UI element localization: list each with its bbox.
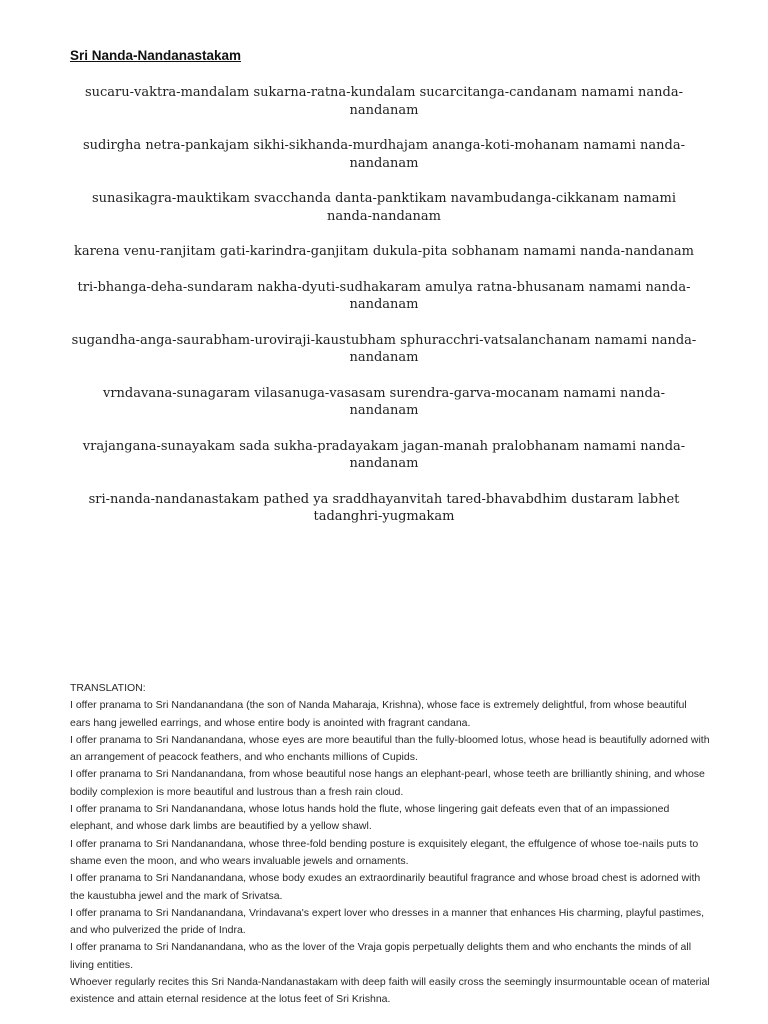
verse-8: vrajangana-sunayakam sada sukha-pradayakam jagan-manah pralobhanam namami nanda-nandanam bbox=[82, 438, 686, 471]
translation-paragraph-3: I offer pranama to Sri Nandanandana, from whose beautiful nose hangs an elephant-pearl, whose teeth are brilliantly shining, and whose bodily complexion is more beautiful and lustrous than a fresh rain cloud. bbox=[70, 768, 705, 798]
translation-block bbox=[70, 680, 710, 1009]
translation-paragraph-4: I offer pranama to Sri Nandanandana, whose lotus hands hold the flute, whose lingering gait defeats even that of an impassioned elephant, and whose dark limbs are beautified by a yellow shawl. bbox=[70, 803, 670, 833]
verse-block bbox=[70, 84, 698, 544]
translation-paragraph-2: I offer pranama to Sri Nandanandana, whose eyes are more beautiful than the fully-bloomed lotus, whose head is beautifully adorned with an arrangement of peacock feathers, and who enchants millions of Cupids. bbox=[70, 733, 710, 764]
translation-paragraph-9: Whoever regularly recites this Sri Nanda-Nandanastakam with deep faith will easily cross the seemingly insurmountable ocean of material existence and attain eternal residence at the lotus feet of Sri Krishna. bbox=[70, 976, 710, 1006]
verse-6: sugandha-anga-saurabham-uroviraji-kaustubham sphuracchri-vatsalanchanam namami nanda-nandanam bbox=[71, 332, 697, 365]
translation-paragraph-8: I offer pranama to Sri Nandanandana, who as the lover of the Vraja gopis perpetually delights them and who enchants the minds of all living entities. bbox=[70, 941, 692, 971]
translation-paragraph-1: I offer pranama to Sri Nandanandana (the son of Nanda Maharaja, Krishna), whose face is extremely delightful, from whose beautiful ears hang jewelled earrings, and whose entire body is anointed with fragrant candana. bbox=[70, 699, 687, 729]
verse-7: vrndavana-sunagaram vilasanuga-vasasam surendra-garva-mocanam namami nanda-nandanam bbox=[102, 385, 666, 418]
verse-2: sudirgha netra-pankajam sikhi-sikhanda-murdhajam ananga-koti-mohanam namami nanda-nandanam bbox=[83, 138, 685, 171]
verse-9: sri-nanda-nandanastakam pathed ya sraddhayanvitah tared-bhavabdhim dustaram labhet tadanghri-yugmakam bbox=[88, 491, 680, 524]
translation-heading: TRANSLATION: bbox=[70, 682, 146, 694]
translation-paragraph-6: I offer pranama to Sri Nandanandana, whose body exudes an extraordinarily beautiful fragrance and whose broad chest is adorned with the kaustubha jewel and the mark of Srivatsa. bbox=[70, 872, 701, 902]
translation-paragraph-5: I offer pranama to Sri Nandanandana, whose three-fold bending posture is exquisitely elegant, the effulgence of whose toe-nails puts to shame even the moon, and who wears invaluable jewels and ornaments. bbox=[70, 837, 699, 867]
verse-1: sucaru-vaktra-mandalam sukarna-ratna-kundalam sucarcitanga-candanam namami nanda-nandanam bbox=[84, 85, 684, 118]
translation-paragraph-7: I offer pranama to Sri Nandanandana, Vrindavana's expert lover who dresses in a manner that enhances His charming, playful pastimes, and who pulverized the pride of Indra. bbox=[70, 906, 705, 937]
page-title: Sri Nanda-Nandanastakam bbox=[70, 48, 242, 63]
verse-5: tri-bhanga-deha-sundaram nakha-dyuti-sudhakaram amulya ratna-bhusanam namami nanda-nandanam bbox=[77, 279, 691, 312]
verse-4: karena venu-ranjitam gati-karindra-ganjitam dukula-pita sobhanam namami nanda-nandanam bbox=[73, 244, 695, 259]
verse-3: sunasikagra-mauktikam svacchanda danta-panktikam navambudanga-cikkanam namami nanda-nandanam bbox=[91, 191, 677, 224]
